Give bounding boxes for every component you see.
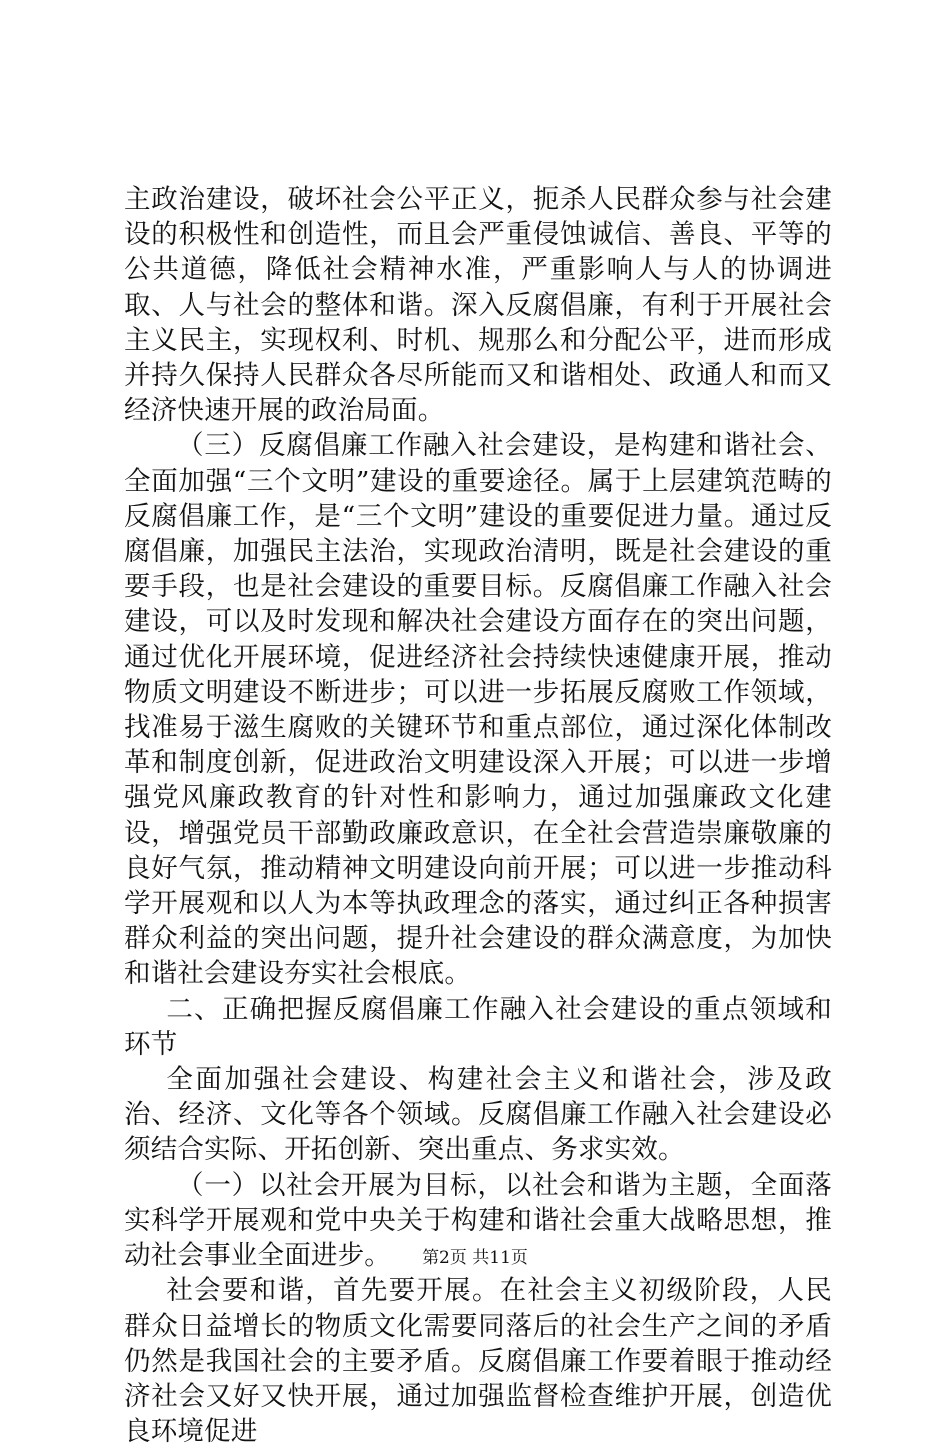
paragraph-overview: 全面加强社会建设、构建社会主义和谐社会，涉及政治、经济、文化等各个领域。反腐倡廉工作融入社会建设必须结合实际、开拓创新、突出重点、务求实效。 [124,1064,832,1166]
section-heading-two: 二、正确把握反腐倡廉工作融入社会建设的重点领域和环节 [124,993,832,1060]
paragraph-subsection-one: （一）以社会开展为目标，以社会和谐为主题，全面落实科学开展观和党中央关于构建和谐社会重大战略思想，推动社会事业全面进步。 [124,1169,832,1272]
paragraph-harmony: 社会要和谐，首先要开展。在社会主义初级阶段，人民群众日益增长的物质文化需要同落后的社会生产之间的矛盾仍然是我国社会的主要矛盾。反腐倡廉工作要着眼于推动经济社会又好又快开展，通过加强监督检查维护开展，创造优良环境促进 [124,1275,832,1448]
paragraph-section-three: （三）反腐倡廉工作融入社会建设，是构建和谐社会、全面加强“三个文明”建设的重要途径。属于上层建筑范畴的反腐倡廉工作，是“三个文明”建设的重要促进力量。通过反腐倡廉，加强民主法治，实现政治清明，既是社会建设的重要手段，也是社会建设的重要目标。反腐倡廉工作融入社会建设，可以及时发现和解决社会建设方面存在的突出问题，通过优化开展环境，促进经济社会持续快速健康开展，推动物质文明建设不断进步；可以进一步拓展反腐败工作领域，找准易于滋生腐败的关键环节和重点部位，通过深化体制改革和制度创新，促进政治文明建设深入开展；可以进一步增强党风廉政教育的针对性和影响力，通过加强廉政文化建设，增强党员干部勤政廉政意识，在全社会营造崇廉敬廉的良好气氛，推动精神文明建设向前开展；可以进一步推动科学开展观和以人为本等执政理念的落实，通过纠正各种损害群众利益的突出问题，提升社会建设的群众满意度，为加快和谐社会建设夯实社会根底。 [124,430,832,990]
page-number-footer: 第2页 共11页 [422,1248,528,1268]
paragraph-continuation: 主政治建设，破坏社会公平正义，扼杀人民群众参与社会建设的积极性和创造性，而且会严重侵蚀诚信、善良、平等的公共道德，降低社会精神水准，严重影响人与人的协调进取、人与社会的整体和谐。深入反腐倡廉，有利于开展社会主义民主，实现权利、时机、规那么和分配公平，进而形成并持久保持人民群众各尽所能而又和谐相处、政通人和而又经济快速开展的政治局面。 [124,184,832,427]
